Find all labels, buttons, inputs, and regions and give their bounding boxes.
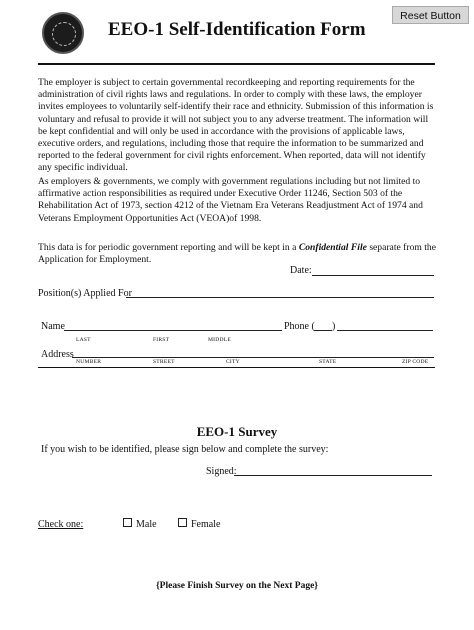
reset-button[interactable]: Reset Button (392, 6, 469, 24)
intro-paragraph-1: The employer is subject to certain governmental recordkeeping and reporting requirements for the administration of civil rights laws and regulations. In order to comply with these laws, the employer invites employees to voluntarily self-identify their race and ethnicity. Submission of this information is voluntary and refusal to provide it will not subject you to any adverse treatment. The information will be kept confidential and will only be used in accordance with the provisions of applicable laws, executive orders, and regulations, including those that require the information to be summarized and reported to the federal government for civil rights enforcement. When reported, data will not identify any specific individual. (38, 77, 434, 174)
intro-paragraph-3 (38, 242, 436, 266)
name-field[interactable] (64, 319, 282, 331)
phone-label: Phone ( (284, 321, 315, 332)
address-sub-city: CITY (226, 359, 240, 365)
address-sub-number: NUMBER (76, 359, 102, 365)
female-checkbox[interactable] (178, 518, 187, 527)
form-title: EEO-1 Self-Identification Form (108, 19, 366, 40)
position-label: Position(s) Applied For (38, 288, 132, 299)
check-one-label: Check one: (38, 519, 84, 530)
date-field[interactable] (312, 264, 434, 276)
position-field[interactable] (126, 286, 434, 298)
address-sub-state: STATE (319, 359, 337, 365)
address-sub-street: STREET (153, 359, 175, 365)
phone-area-code-field[interactable] (314, 319, 332, 331)
name-sub-last: LAST (76, 337, 91, 343)
male-checkbox[interactable] (123, 518, 132, 527)
header-divider (38, 63, 435, 65)
phone-close-paren: ) (332, 321, 336, 332)
footer-note: {Please Finish Survey on the Next Page} (155, 581, 319, 591)
phone-number-field[interactable] (337, 319, 433, 331)
signed-label: Signed: (206, 466, 237, 477)
survey-instruction: If you wish to be identified, please sign below and complete the survey: (41, 444, 329, 455)
section-divider (38, 367, 435, 368)
date-label: Date: (290, 265, 312, 276)
intro-paragraph-2: As employers & governments, we comply with government regulations including but not limited to affirmative action responsibilities as required under Executive Order 11246, Section 503 of the Rehabilitation Act of 1973, section 4212 of the Vietnam Era Veterans Readjustment Act of 1974 and Veterans Employment Opportunities Act (VEOA)of 1998. (38, 176, 423, 224)
male-label: Male (136, 519, 157, 530)
name-label: Name (41, 321, 65, 332)
confidential-file-emphasis: Confidential File (298, 242, 367, 253)
survey-heading: EEO-1 Survey (196, 424, 278, 439)
address-label: Address (41, 349, 74, 360)
address-field[interactable] (72, 347, 434, 358)
agency-seal-logo (42, 12, 84, 54)
address-sub-zip: ZIP CODE (402, 359, 429, 365)
name-sub-middle: MIDDLE (208, 337, 231, 343)
confidential-text-after: separate from the Application for Employment. (38, 242, 436, 266)
name-sub-first: FIRST (153, 337, 170, 343)
confidential-text-before: This data is for periodic government reporting and will be kept in a (38, 242, 299, 253)
female-label: Female (191, 519, 221, 530)
signature-field[interactable] (234, 464, 432, 476)
